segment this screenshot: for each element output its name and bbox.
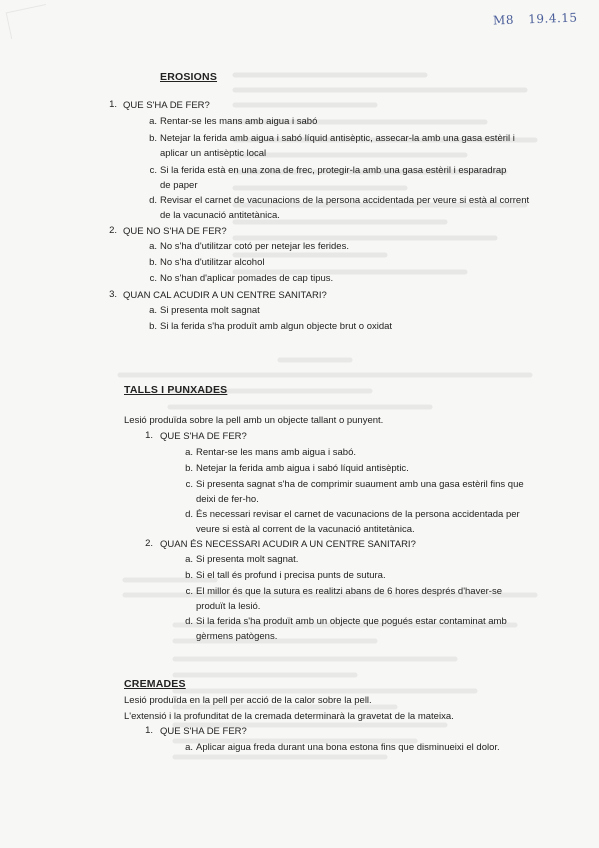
section-title-erosions: EROSIONS <box>160 71 218 83</box>
question-number: 2. <box>109 225 117 236</box>
question-label: QUE S'HA DE FER? <box>123 100 210 111</box>
list-item: b. Si la ferida s'ha produït amb algun objecte brut o oxidat <box>149 321 393 332</box>
section-title-burns: CREMADES <box>124 678 186 690</box>
list-item: b. Netejar la ferida amb aigua i sabó líquid antisèptic. <box>185 463 409 474</box>
section-intro: Lesió produïda sobre la pell amb un objecte tallant o punyent. <box>124 415 384 426</box>
list-item: a. Aplicar aigua freda durant una bona estona fins que disminueixi el dolor. <box>185 742 500 753</box>
question-label: QUE S'HA DE FER? <box>160 431 247 442</box>
question-label: QUAN ÉS NECESSARI ACUDIR A UN CENTRE SANITARI? <box>160 539 416 550</box>
page-corner-fold <box>6 4 52 39</box>
list-item: a. Si presenta molt sagnat. <box>185 554 299 565</box>
question-number: 3. <box>109 289 117 300</box>
list-item: d. Revisar el carnet de vacunacions de la persona accidentada per veure si està al corrent de la vacunació antitetànica. <box>149 195 530 221</box>
list-item: a. Si presenta molt sagnat <box>149 305 260 316</box>
list-item: c. Si presenta sagnat s'ha de comprimir suaument amb una gasa estèril fins que deixi de fer-ho. <box>185 479 524 505</box>
list-item: d. Si la ferida s'ha produït amb un objecte que pogués estar contaminat amb gèrmens patògens. <box>185 616 507 642</box>
list-item: d. És necessari revisar el carnet de vacunacions de la persona accidentada per veure si està al corrent de la vacunació antitetànica. <box>185 509 520 535</box>
list-item: b. Si el tall és profund i precisa punts de sutura. <box>185 570 386 581</box>
question-number: 2. <box>145 538 153 549</box>
handwritten-code: M8 <box>492 12 515 28</box>
list-item: c. El millor és que la sutura es realitzi abans de 6 hores després d'haver-se produït la lesió. <box>185 586 502 612</box>
list-item: c. Si la ferida està en una zona de frec, protegir-la amb una gasa estèril i esparadrap de paper <box>149 165 507 191</box>
section-title-cuts: TALLS I PUNXADES <box>124 384 228 396</box>
list-item: b. No s'ha d'utilitzar alcohol <box>149 257 265 268</box>
list-item: a. Rentar-se les mans amb aigua i sabó <box>149 116 318 127</box>
question-number: 1. <box>109 99 117 110</box>
list-item: b. Netejar la ferida amb aigua i sabó líquid antisèptic, assecar-la amb una gasa estèril i aplicar un antisèptic local <box>149 133 515 159</box>
question-number: 1. <box>145 725 153 736</box>
question-label: QUAN CAL ACUDIR A UN CENTRE SANITARI? <box>123 290 327 301</box>
list-item: c. No s'han d'aplicar pomades de cap tipus. <box>149 273 334 284</box>
list-item: a. Rentar-se les mans amb aigua i sabó. <box>185 447 356 458</box>
list-item: a. No s'ha d'utilitzar cotó per netejar les ferides. <box>149 241 349 252</box>
question-label: QUE NO S'HA DE FER? <box>123 226 227 237</box>
question-number: 1. <box>145 430 153 441</box>
section-intro: Lesió produïda en la pell per acció de la calor sobre la pell. <box>124 695 372 706</box>
section-intro: L'extensió i la profunditat de la cremada determinarà la gravetat de la mateixa. <box>124 711 454 722</box>
handwritten-header-note <box>493 11 578 28</box>
question-label: QUE S'HA DE FER? <box>160 726 247 737</box>
handwritten-date: 19.4.15 <box>528 10 578 27</box>
